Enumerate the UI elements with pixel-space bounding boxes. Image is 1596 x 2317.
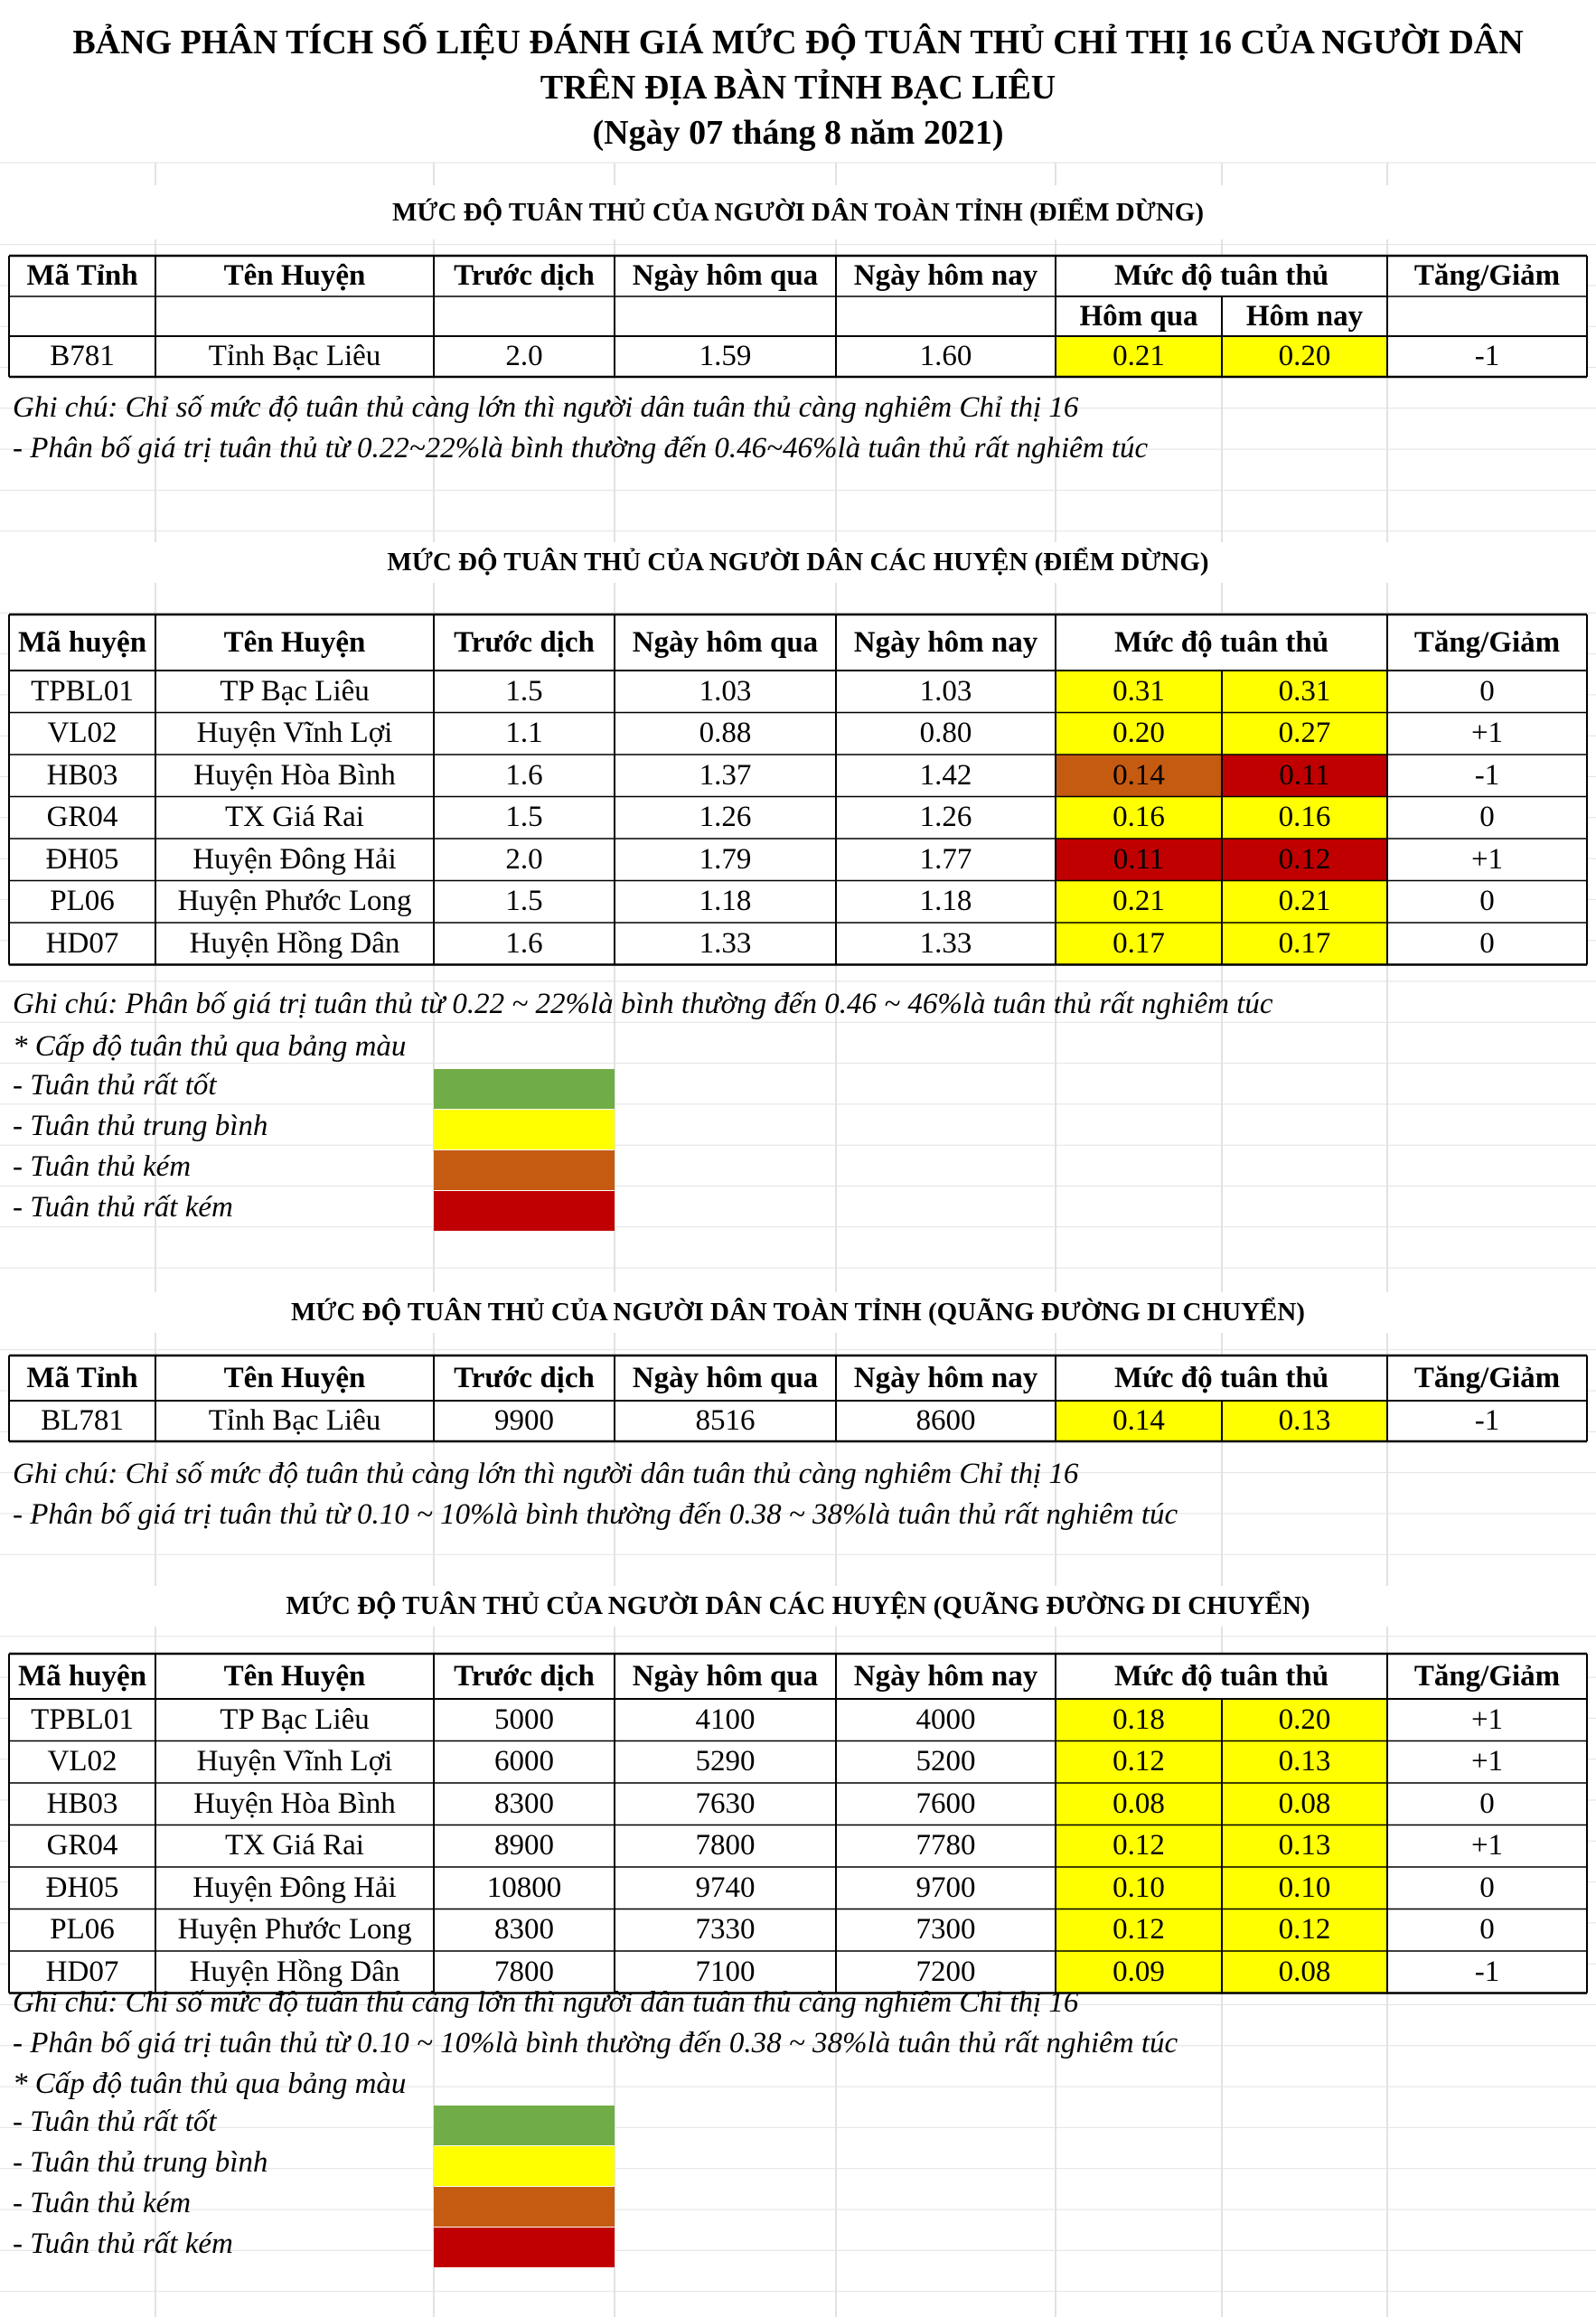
header-yesterday: Ngày hôm qua xyxy=(632,1361,819,1394)
cell-yesterday: 0.88 xyxy=(699,717,752,750)
legend-label: - Tuân thủ rất tốt xyxy=(13,2106,217,2138)
cell-level-yesterday: 0.16 xyxy=(1113,801,1165,834)
legend-label: - Tuân thủ rất kém xyxy=(13,2228,233,2260)
legend-label: - Tuân thủ rất kém xyxy=(13,1191,233,1224)
cell-yesterday: 7630 xyxy=(695,1787,756,1820)
cell-name: Tỉnh Bạc Liêu xyxy=(208,1404,381,1437)
cell-name: TP Bạc Liêu xyxy=(220,674,370,708)
legend-swatch xyxy=(434,2106,615,2145)
cell-level-today: 0.16 xyxy=(1278,801,1331,834)
legend-swatch xyxy=(434,1150,615,1190)
cell-level-yesterday: 0.12 xyxy=(1113,1745,1165,1778)
cell-yesterday: 1.03 xyxy=(699,674,752,708)
cell-level-today: 0.10 xyxy=(1278,1871,1331,1904)
cell-code: TPBL01 xyxy=(31,674,134,708)
cell-before: 2.0 xyxy=(505,842,543,876)
cell-today: 7300 xyxy=(915,1913,976,1946)
cell-code: HD07 xyxy=(45,1955,119,1988)
cell-before: 5000 xyxy=(494,1703,554,1736)
cell-change: 0 xyxy=(1479,1913,1495,1946)
cell-level-yesterday: 0.31 xyxy=(1113,674,1165,708)
header-before: Trước dịch xyxy=(454,259,595,292)
header-yesterday: Ngày hôm qua xyxy=(632,1659,819,1693)
header-name: Tên Huyện xyxy=(223,1361,366,1394)
note-text: - Phân bố giá trị tuân thủ từ 0.22~22%là bình thường đến 0.46~46%là tuân thủ rất nghiêm túc xyxy=(13,432,1149,464)
cell-before: 1.5 xyxy=(505,885,543,918)
header-name: Tên Huyện xyxy=(223,1659,366,1693)
cell-level-today: 0.12 xyxy=(1278,1913,1331,1946)
cell-level-today: 0.27 xyxy=(1278,717,1331,750)
cell-today: 8600 xyxy=(915,1404,976,1437)
report-title-line2: TRÊN ĐỊA BÀN TỈNH BẠC LIÊU xyxy=(540,69,1056,107)
note-text: Ghi chú: Chỉ số mức độ tuân thủ càng lớn thì người dân tuân thủ càng nghiêm Chỉ thị 16 xyxy=(13,1458,1079,1490)
cell-name: Huyện Hòa Bình xyxy=(193,758,396,792)
cell-change: -1 xyxy=(1474,758,1500,792)
cell-change: -1 xyxy=(1474,1955,1500,1988)
header-compliance: Mức độ tuân thủ xyxy=(1113,625,1329,659)
section-title: MỨC ĐỘ TUÂN THỦ CỦA NGƯỜI DÂN CÁC HUYỆN (ĐIỂM DỪNG) xyxy=(0,542,1596,583)
cell-today: 1.33 xyxy=(919,926,972,960)
cell-before: 10800 xyxy=(486,1871,562,1904)
cell-yesterday: 1.26 xyxy=(699,801,752,834)
cell-level-today: 0.11 xyxy=(1279,758,1330,792)
cell-change: 0 xyxy=(1479,1787,1495,1820)
cell-level-yesterday: 0.11 xyxy=(1113,842,1165,876)
cell-today: 1.26 xyxy=(919,801,972,834)
header-yesterday: Ngày hôm qua xyxy=(632,625,819,659)
legend-label: - Tuân thủ trung bình xyxy=(13,2146,268,2179)
legend-swatch xyxy=(434,2187,615,2227)
cell-before: 8300 xyxy=(494,1913,554,1946)
cell-level-today: 0.13 xyxy=(1278,1745,1331,1778)
cell-today: 5200 xyxy=(915,1745,976,1778)
cell-before: 1.5 xyxy=(505,801,543,834)
cell-today: 9700 xyxy=(915,1871,976,1904)
cell-yesterday: 5290 xyxy=(695,1745,756,1778)
cell-before: 6000 xyxy=(494,1745,554,1778)
legend-swatch xyxy=(434,2146,615,2186)
cell-level-today: 0.17 xyxy=(1278,926,1331,960)
cell-today: 7780 xyxy=(915,1829,976,1862)
cell-today: 1.60 xyxy=(919,340,972,372)
cell-level-today: 0.08 xyxy=(1278,1955,1331,1988)
cell-name: Huyện Hồng Dân xyxy=(189,926,400,960)
section-title: MỨC ĐỘ TUÂN THỦ CỦA NGƯỜI DÂN CÁC HUYỆN (QUÃNG ĐƯỜNG DI CHUYỂN) xyxy=(0,1586,1596,1627)
cell-code: TPBL01 xyxy=(31,1703,134,1736)
cell-name: Huyện Vĩnh Lợi xyxy=(196,1745,393,1778)
header-today: Ngày hôm nay xyxy=(853,1361,1038,1394)
cell-level-today: 0.13 xyxy=(1278,1404,1331,1437)
cell-code: BL781 xyxy=(41,1404,124,1437)
report-title-line1: BẢNG PHÂN TÍCH SỐ LIỆU ĐÁNH GIÁ MỨC ĐỘ TUÂN THỦ CHỈ THỊ 16 CỦA NGƯỜI DÂN xyxy=(72,23,1524,61)
cell-yesterday: 1.18 xyxy=(699,885,752,918)
cell-level-today: 0.13 xyxy=(1278,1829,1331,1862)
cell-before: 2.0 xyxy=(505,340,543,372)
cell-before: 9900 xyxy=(494,1404,554,1437)
legend-swatch xyxy=(434,1069,615,1109)
cell-yesterday: 1.33 xyxy=(699,926,752,960)
header-name: Tên Huyện xyxy=(223,259,366,292)
cell-today: 1.77 xyxy=(919,842,972,876)
cell-today: 1.03 xyxy=(919,674,972,708)
header-before: Trước dịch xyxy=(454,1361,595,1394)
legend-swatch xyxy=(434,2228,615,2267)
cell-code: GR04 xyxy=(46,801,118,834)
note-text: Ghi chú: Chỉ số mức độ tuân thủ càng lớn thì người dân tuân thủ càng nghiêm Chỉ thị 16 xyxy=(13,1986,1079,2019)
cell-today: 4000 xyxy=(915,1703,976,1736)
cell-level-yesterday: 0.17 xyxy=(1113,926,1165,960)
cell-yesterday: 4100 xyxy=(695,1703,756,1736)
cell-name: Huyện Phước Long xyxy=(177,885,412,918)
cell-level-today: 0.31 xyxy=(1278,674,1331,708)
cell-name: Huyện Vĩnh Lợi xyxy=(196,717,393,750)
cell-today: 0.80 xyxy=(919,717,972,750)
cell-yesterday: 1.37 xyxy=(699,758,752,792)
cell-yesterday: 7330 xyxy=(695,1913,756,1946)
cell-level-yesterday: 0.10 xyxy=(1113,1871,1165,1904)
cell-code: HB03 xyxy=(46,758,118,792)
cell-name: TX Giá Rai xyxy=(225,1829,364,1862)
cell-level-yesterday: 0.14 xyxy=(1113,1404,1165,1437)
cell-change: +1 xyxy=(1470,1745,1504,1778)
cell-change: 0 xyxy=(1479,674,1495,708)
cell-before: 1.6 xyxy=(505,758,543,792)
note-text: - Phân bố giá trị tuân thủ từ 0.10 ~ 10%là bình thường đến 0.38 ~ 38%là tuân thủ rất nghiêm túc xyxy=(13,1498,1178,1531)
cell-name: Huyện Đông Hải xyxy=(192,1871,397,1904)
cell-before: 1.5 xyxy=(505,674,543,708)
cell-name: TX Giá Rai xyxy=(225,801,364,834)
cell-name: Huyện Hòa Bình xyxy=(193,1787,396,1820)
cell-change: 0 xyxy=(1479,1871,1495,1904)
cell-name: Tỉnh Bạc Liêu xyxy=(208,340,381,372)
cell-code: VL02 xyxy=(47,717,117,750)
cell-code: VL02 xyxy=(47,1745,117,1778)
cell-level-today: 0.12 xyxy=(1278,842,1331,876)
cell-level-today: 0.08 xyxy=(1278,1787,1331,1820)
legend-label: - Tuân thủ kém xyxy=(13,2187,192,2219)
header-change: Tăng/Giảm xyxy=(1413,1361,1561,1394)
cell-yesterday: 9740 xyxy=(695,1871,756,1904)
cell-code: PL06 xyxy=(50,885,115,918)
subheader-yesterday: Hôm qua xyxy=(1079,300,1198,333)
cell-level-yesterday: 0.21 xyxy=(1113,340,1165,372)
legend-swatch xyxy=(434,1110,615,1149)
header-today: Ngày hôm nay xyxy=(853,625,1038,659)
header-yesterday: Ngày hôm qua xyxy=(632,259,819,292)
cell-change: +1 xyxy=(1470,717,1504,750)
cell-before: 7800 xyxy=(494,1955,554,1988)
cell-level-yesterday: 0.20 xyxy=(1113,717,1165,750)
cell-change: 0 xyxy=(1479,885,1495,918)
cell-change: -1 xyxy=(1474,340,1500,372)
note-text: Ghi chú: Phân bố giá trị tuân thủ từ 0.22 ~ 22%là bình thường đến 0.46 ~ 46%là tuân thủ rất nghiêm túc xyxy=(13,988,1273,1020)
header-compliance: Mức độ tuân thủ xyxy=(1113,1659,1329,1693)
note-text: - Phân bố giá trị tuân thủ từ 0.10 ~ 10%là bình thường đến 0.38 ~ 38%là tuân thủ rất nghiêm túc xyxy=(13,2027,1178,2059)
cell-level-today: 0.20 xyxy=(1278,1703,1331,1736)
legend-label: - Tuân thủ kém xyxy=(13,1150,192,1183)
header-change: Tăng/Giảm xyxy=(1413,259,1561,292)
header-code: Mã huyện xyxy=(17,625,147,659)
cell-name: TP Bạc Liêu xyxy=(220,1703,370,1736)
section-title: MỨC ĐỘ TUÂN THỦ CỦA NGƯỜI DÂN TOÀN TỈNH (ĐIỂM DỪNG) xyxy=(0,185,1596,239)
section-title: MỨC ĐỘ TUÂN THỦ CỦA NGƯỜI DÂN TOÀN TỈNH (QUÃNG ĐƯỜNG DI CHUYỂN) xyxy=(0,1292,1596,1333)
cell-code: ĐH05 xyxy=(45,1871,119,1904)
cell-yesterday: 8516 xyxy=(695,1404,756,1437)
legend-swatch xyxy=(434,1191,615,1231)
cell-level-yesterday: 0.12 xyxy=(1113,1829,1165,1862)
report-date: (Ngày 07 tháng 8 năm 2021) xyxy=(592,114,1004,152)
cell-change: 0 xyxy=(1479,926,1495,960)
cell-level-yesterday: 0.18 xyxy=(1113,1703,1165,1736)
cell-code: HB03 xyxy=(46,1787,118,1820)
cell-level-today: 0.20 xyxy=(1278,340,1331,372)
header-change: Tăng/Giảm xyxy=(1413,1659,1561,1693)
cell-change: +1 xyxy=(1470,1829,1504,1862)
cell-yesterday: 1.79 xyxy=(699,842,752,876)
legend-title: * Cấp độ tuân thủ qua bảng màu xyxy=(13,2068,407,2100)
cell-level-yesterday: 0.08 xyxy=(1113,1787,1165,1820)
note-text: Ghi chú: Chỉ số mức độ tuân thủ càng lớn thì người dân tuân thủ càng nghiêm Chỉ thị 16 xyxy=(13,391,1079,424)
cell-code: HD07 xyxy=(45,926,119,960)
cell-yesterday: 7100 xyxy=(695,1955,756,1988)
legend-title: * Cấp độ tuân thủ qua bảng màu xyxy=(13,1030,407,1063)
header-today: Ngày hôm nay xyxy=(853,1659,1038,1693)
subheader-today: Hôm nay xyxy=(1245,300,1364,333)
cell-today: 7600 xyxy=(915,1787,976,1820)
cell-yesterday: 7800 xyxy=(695,1829,756,1862)
header-code: Mã Tỉnh xyxy=(26,1361,138,1394)
header-before: Trước dịch xyxy=(454,625,595,659)
cell-level-yesterday: 0.09 xyxy=(1113,1955,1165,1988)
cell-before: 8300 xyxy=(494,1787,554,1820)
cell-change: +1 xyxy=(1470,842,1504,876)
cell-level-today: 0.21 xyxy=(1278,885,1331,918)
cell-name: Huyện Phước Long xyxy=(177,1913,412,1946)
cell-today: 1.18 xyxy=(919,885,972,918)
cell-before: 1.1 xyxy=(505,717,543,750)
cell-code: ĐH05 xyxy=(45,842,119,876)
header-name: Tên Huyện xyxy=(223,625,366,659)
cell-level-yesterday: 0.14 xyxy=(1113,758,1165,792)
cell-change: +1 xyxy=(1470,1703,1504,1736)
cell-change: -1 xyxy=(1474,1404,1500,1437)
header-code: Mã huyện xyxy=(17,1659,147,1693)
legend-label: - Tuân thủ trung bình xyxy=(13,1110,268,1142)
header-change: Tăng/Giảm xyxy=(1413,625,1561,659)
cell-today: 7200 xyxy=(915,1955,976,1988)
header-compliance: Mức độ tuân thủ xyxy=(1113,259,1329,292)
cell-yesterday: 1.59 xyxy=(699,340,752,372)
cell-level-yesterday: 0.12 xyxy=(1113,1913,1165,1946)
cell-code: B781 xyxy=(50,340,115,372)
cell-change: 0 xyxy=(1479,801,1495,834)
header-compliance: Mức độ tuân thủ xyxy=(1113,1361,1329,1394)
cell-before: 8900 xyxy=(494,1829,554,1862)
cell-name: Huyện Đông Hải xyxy=(192,842,397,876)
header-code: Mã Tỉnh xyxy=(26,259,138,292)
cell-code: PL06 xyxy=(50,1913,115,1946)
cell-level-yesterday: 0.21 xyxy=(1113,885,1165,918)
header-today: Ngày hôm nay xyxy=(853,259,1038,292)
cell-name: Huyện Hồng Dân xyxy=(189,1955,400,1988)
legend-label: - Tuân thủ rất tốt xyxy=(13,1069,217,1102)
cell-before: 1.6 xyxy=(505,926,543,960)
header-before: Trước dịch xyxy=(454,1659,595,1693)
cell-today: 1.42 xyxy=(919,758,972,792)
cell-code: GR04 xyxy=(46,1829,118,1862)
